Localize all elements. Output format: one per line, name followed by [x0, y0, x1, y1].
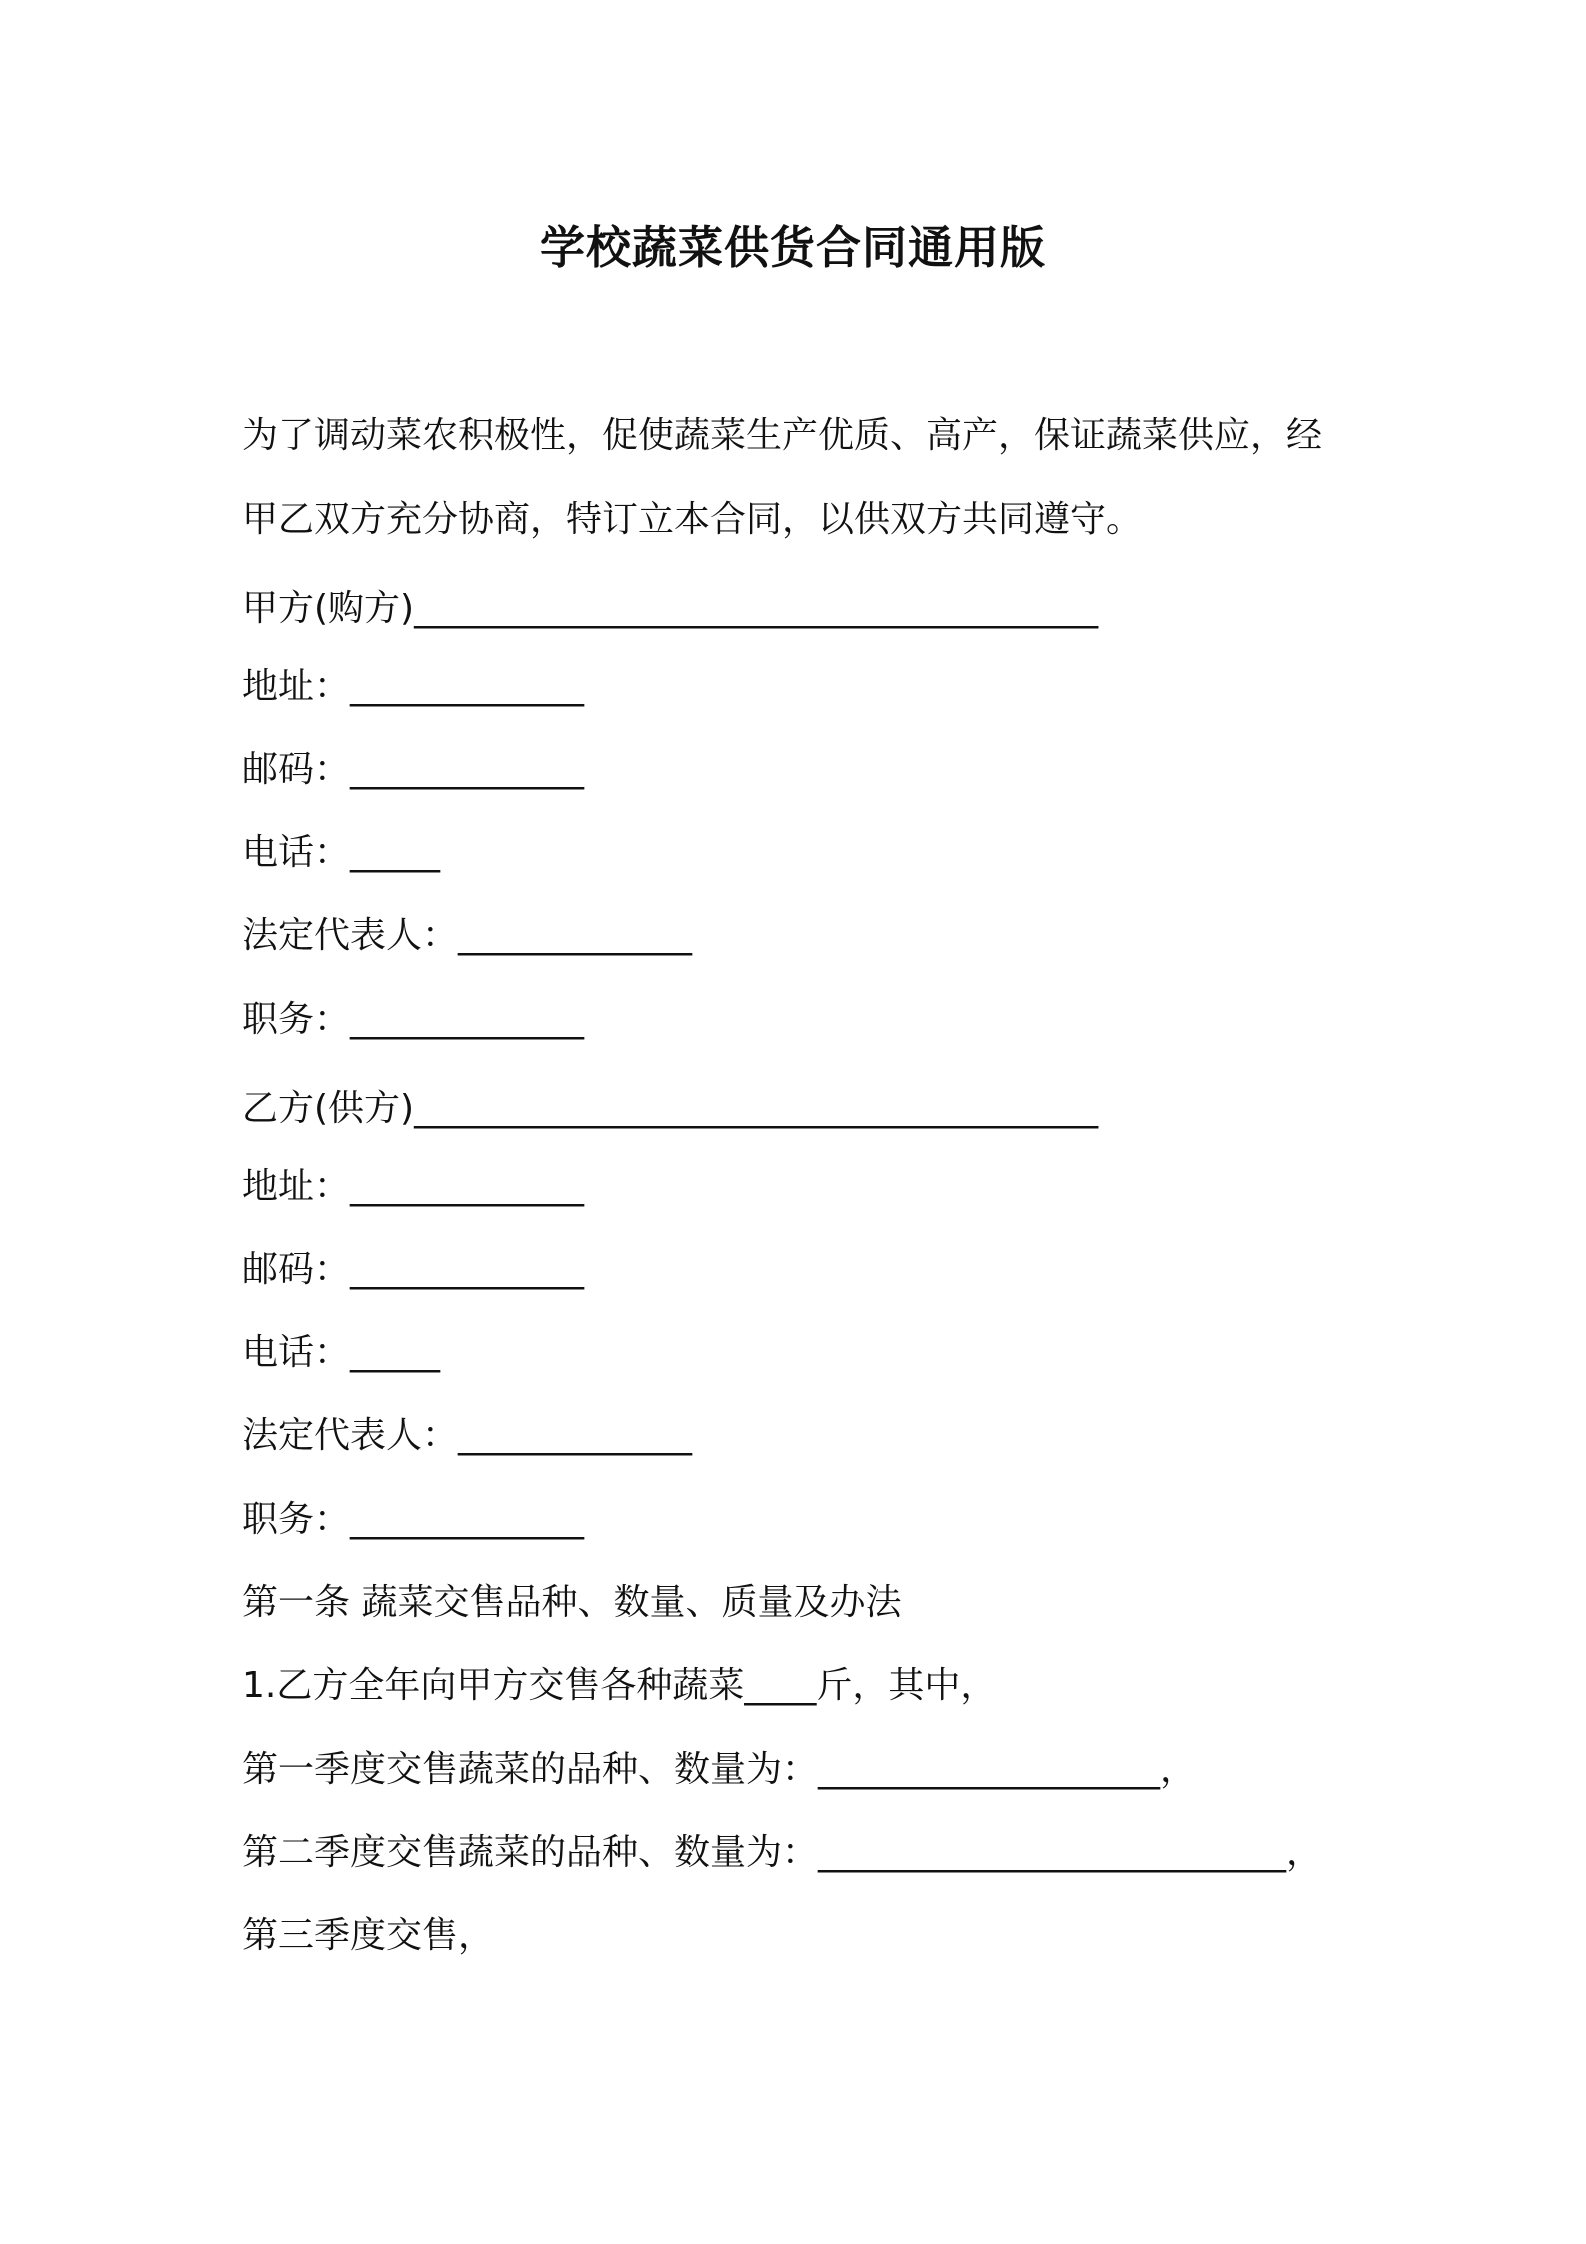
party-b-address: 地址：_____________	[242, 1166, 585, 1207]
party-b-heading: 乙方(供方)______________________________________	[242, 1088, 1099, 1129]
article-1-quarter-1: 第一季度交售蔬菜的品种、数量为：___________________，	[242, 1749, 1197, 1790]
party-b-phone: 电话：_____	[242, 1332, 441, 1373]
article-1-quarter-2: 第二季度交售蔬菜的品种、数量为：__________________________，	[242, 1832, 1323, 1873]
party-a-legal-rep: 法定代表人：_____________	[242, 915, 693, 956]
party-a-position: 职务：_____________	[242, 999, 585, 1040]
party-b-postcode: 邮码：_____________	[242, 1249, 585, 1290]
party-a-address: 地址：_____________	[242, 666, 585, 707]
party-b-legal-rep: 法定代表人：_____________	[242, 1415, 693, 1456]
party-a-heading: 甲方(购方)______________________________________	[242, 588, 1099, 629]
party-a-phone: 电话：_____	[242, 832, 441, 873]
article-1-heading: 第一条 蔬菜交售品种、数量、质量及办法	[242, 1582, 902, 1623]
intro-line-1: 为了调动菜农积极性，促使蔬菜生产优质、高产，保证蔬菜供应，经	[242, 415, 1323, 456]
party-a-postcode: 邮码：_____________	[242, 749, 585, 790]
party-b-position: 职务：_____________	[242, 1499, 585, 1540]
intro-line-2: 甲乙双方充分协商，特订立本合同，以供双方共同遵守。	[242, 499, 1143, 540]
article-1-item-1: 1.乙方全年向甲方交售各种蔬菜____斤，其中，	[242, 1665, 997, 1706]
article-1-quarter-3: 第三季度交售，	[242, 1915, 495, 1956]
document-title: 学校蔬菜供货合同通用版	[539, 221, 1046, 274]
